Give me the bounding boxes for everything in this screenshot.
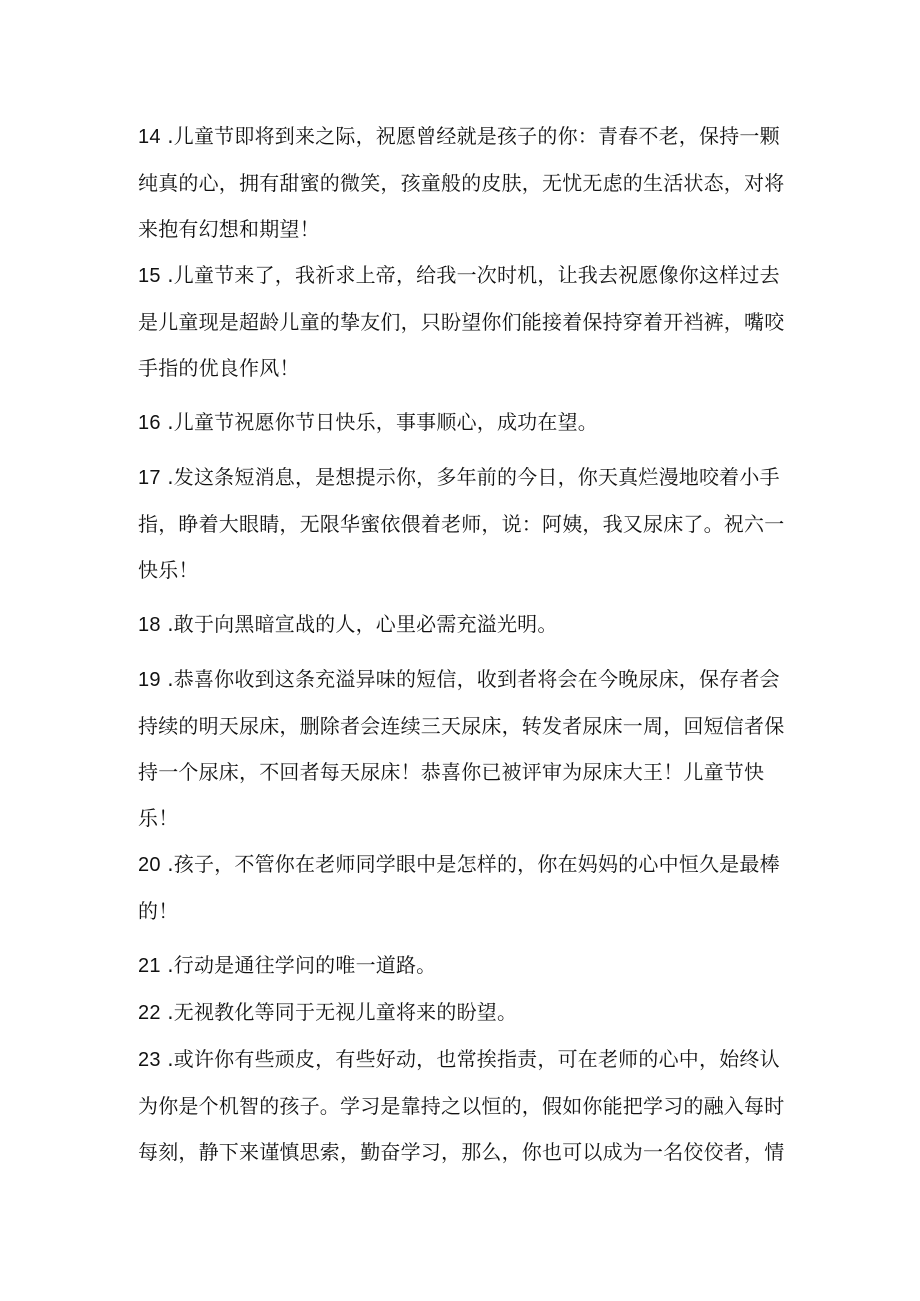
list-item-22 [138,989,788,1036]
document-body [138,113,788,1175]
list-item-20 [138,841,788,934]
item-text: .儿童节来了，我祈求上帝，给我一次时机，让我去祝愿像你这样过去是儿童现是超龄儿童的挚友们，只盼望你们能接着保持穿着开裆裤，嘴咬手指的优良作风！ [138,263,785,380]
item-text: .恭喜你收到这条充溢异味的短信，收到者将会在今晚尿床，保存者会持续的明天尿床，删除者会连续三天尿床，转发者尿床一周，回短信者保持一个尿床，不回者每天尿床！恭喜你已被评审为尿床大王！儿童节快乐！ [138,667,785,830]
item-number: 15 [138,265,161,287]
item-text: .敢于向黑暗宣战的人，心里必需充溢光明。 [167,612,558,636]
item-text: .行动是通往学问的唯一道路。 [167,953,437,977]
item-text: .儿童节祝愿你节日快乐，事事顺心，成功在望。 [167,410,598,434]
item-number: 22 [138,1002,161,1024]
item-number: 14 [138,126,161,148]
item-number: 21 [138,955,161,977]
item-text: .无视教化等同于无视儿童将来的盼望。 [167,1000,518,1024]
list-item-19 [138,656,788,841]
item-number: 23 [138,1049,161,1071]
list-item-17 [138,454,788,593]
list-item-16 [138,399,788,446]
list-item-18 [138,601,788,648]
item-text: .孩子，不管你在老师同学眼中是怎样的，你在妈妈的心中恒久是最棒的！ [138,852,780,923]
item-number: 19 [138,669,161,691]
item-text: .儿童节即将到来之际，祝愿曾经就是孩子的你：青春不老，保持一颗纯真的心，拥有甜蜜的微笑，孩童般的皮肤，无忧无虑的生活状态，对将来抱有幻想和期望！ [138,124,785,241]
list-item-23 [138,1036,788,1175]
list-item-21 [138,942,788,989]
item-text: .或许你有些顽皮，有些好动，也常挨指责，可在老师的心中，始终认为你是个机智的孩子。学习是靠持之以恒的，假如你能把学习的融入每时每刻，静下来谨慎思索，勤奋学习，那么，你也可以成为一名佼佼者，情 [138,1047,785,1164]
list-item-14 [138,113,788,252]
list-item-15 [138,252,788,391]
item-number: 16 [138,412,161,434]
item-text: .发这条短消息，是想提示你，多年前的今日，你天真烂漫地咬着小手指，睁着大眼睛，无限华蜜依偎着老师，说：阿姨，我又尿床了。祝六一快乐！ [138,465,785,582]
item-number: 20 [138,854,161,876]
item-number: 17 [138,467,161,489]
item-number: 18 [138,614,161,636]
